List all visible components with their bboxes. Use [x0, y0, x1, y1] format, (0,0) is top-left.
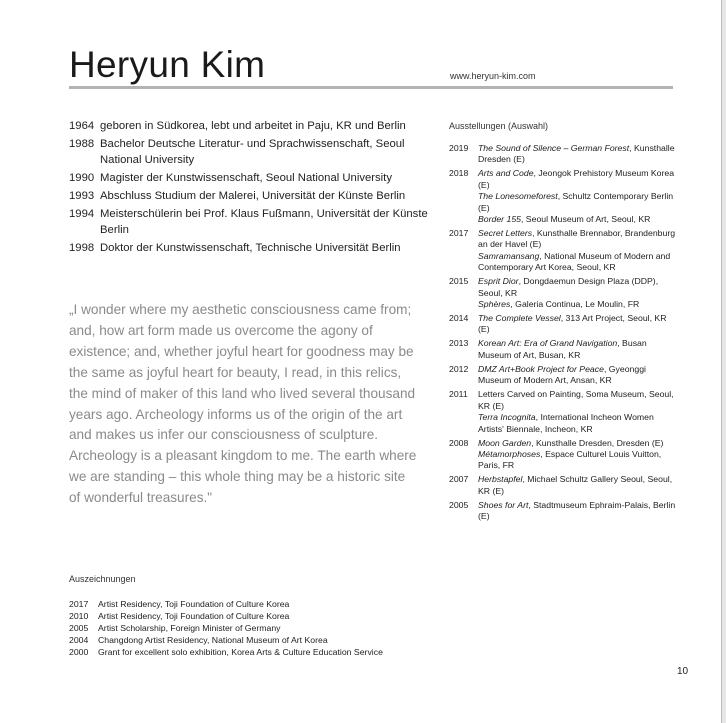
biography-text: Abschluss Studium der Malerei, Universität der Künste Berlin — [100, 189, 406, 202]
exhibition-venue: , Jeongok Prehistory Museum Korea (E) — [478, 168, 675, 190]
award-text: Artist Scholarship, Foreign Minister of Germany — [98, 623, 281, 634]
exhibition-entries — [478, 143, 679, 166]
exhibition-venue: , Espace Culturel Louis Vuitton, Paris, FR — [478, 448, 662, 471]
exhibition-year-group — [449, 389, 679, 435]
award-row — [69, 610, 469, 622]
biography-text: geboren in Südkorea, lebt und arbeitet in Paju, KR und Berlin — [100, 120, 406, 132]
exhibition-year: 2007 — [449, 474, 469, 485]
exhibition-entry — [478, 449, 679, 472]
exhibition-title: Terra Incognita — [478, 412, 536, 423]
exhibition-year-group — [449, 338, 679, 361]
exhibition-entries — [478, 364, 679, 387]
biography-list — [69, 118, 429, 258]
exhibition-year-group — [449, 228, 679, 274]
exhibition-year: 2011 — [449, 389, 468, 400]
award-year: 2005 — [69, 623, 89, 634]
exhibition-venue: , 313 Art Project, Seoul, KR (E) — [478, 313, 667, 335]
page-number: 10 — [677, 666, 689, 677]
biography-year: 1993 — [69, 189, 95, 202]
exhibition-year: 2019 — [449, 143, 469, 153]
exhibition-year: 2014 — [449, 313, 469, 324]
award-year: 2010 — [69, 611, 89, 622]
exhibition-entries — [478, 168, 679, 225]
exhibition-entry — [478, 474, 679, 497]
page-title: Heryun Kim — [69, 44, 266, 85]
exhibition-title: The Lonesomeforest — [478, 191, 558, 202]
exhibition-entries — [478, 500, 679, 523]
exhibition-year: 2005 — [449, 499, 469, 510]
exhibition-venue: , Gyeonggi Museum of Modern Art, Ansan, KR — [478, 363, 646, 386]
exhibition-entry — [478, 438, 679, 449]
exhibition-entry — [478, 168, 679, 191]
exhibition-year-group — [449, 438, 679, 472]
exhibition-venue: , Kunsthalle Dresden (E) — [478, 143, 675, 165]
exhibition-venue: , Kunsthalle Brennabor, Brandenburg an der Havel (E) — [478, 228, 676, 250]
award-text: Changdong Artist Residency, National Museum of Art Korea — [98, 635, 328, 646]
exhibition-entry — [478, 500, 679, 523]
exhibition-title: DMZ Art+Book Project for Peace — [478, 363, 604, 374]
biography-row — [69, 136, 429, 169]
exhibition-year: 2018 — [449, 168, 469, 179]
exhibition-venue: , International Incheon Women Artists' Biennale, Incheon, KR — [478, 412, 654, 434]
exhibition-title: Secret Letters — [478, 228, 533, 239]
exhibition-venue: , Kunsthalle Dresden, Dresden (E) — [531, 437, 664, 448]
exhibition-entries — [478, 276, 679, 310]
exhibition-title: Moon Garden — [478, 437, 532, 448]
header-divider — [69, 86, 673, 89]
award-year: 2004 — [69, 635, 89, 646]
exhibition-entry — [478, 143, 679, 166]
exhibition-venue: , National Museum of Modern and Contemporary Art Korea, Seoul, KR — [478, 250, 671, 273]
exhibition-entry — [478, 389, 679, 412]
exhibition-entries — [478, 438, 679, 472]
exhibition-title: Samramansang — [478, 250, 540, 261]
exhibition-title: Sphères — [478, 299, 511, 310]
biography-row — [69, 118, 429, 135]
exhibition-entry — [478, 228, 679, 251]
exhibition-venue: , Galeria Continua, Le Moulin, FR — [510, 299, 640, 310]
awards-list — [69, 598, 469, 658]
awards-heading: Auszeichnungen — [69, 574, 136, 584]
exhibition-title: Esprit Dior — [478, 276, 519, 287]
exhibition-title: Shoes for Art — [478, 499, 529, 510]
exhibition-venue: , Schultz Contemporary Berlin (E) — [478, 191, 674, 213]
exhibition-title: The Sound of Silence – German Forest — [478, 143, 630, 153]
award-row — [69, 646, 469, 658]
award-text: Artist Residency, Toji Foundation of Culture Korea — [98, 599, 290, 609]
exhibition-venue: , Michael Schultz Gallery Seoul, Seoul, KR (E) — [478, 474, 673, 496]
exhibition-year-group — [449, 364, 679, 387]
exhibition-entry — [478, 364, 679, 387]
exhibition-title: The Complete Vessel — [478, 313, 561, 324]
biography-year: 1998 — [69, 242, 95, 255]
exhibitions-heading: Ausstellungen (Auswahl) — [449, 121, 549, 131]
biography-text: Magister der Kunstwissenschaft, Seoul National University — [100, 172, 392, 185]
award-row — [69, 622, 469, 634]
website-link[interactable]: www.heryun-kim.com — [450, 71, 536, 81]
exhibition-year: 2017 — [449, 228, 469, 239]
exhibition-venue: Letters Carved on Painting, Soma Museum, Seoul, KR (E) — [478, 389, 674, 411]
exhibition-year-group — [449, 474, 679, 497]
exhibition-year: 2008 — [449, 437, 469, 448]
exhibition-title: Herbstapfel — [478, 474, 523, 485]
exhibition-entry — [478, 251, 679, 274]
biography-row — [69, 170, 429, 187]
exhibition-venue: , Busan Museum of Art, Busan, KR — [478, 338, 647, 360]
exhibition-venue: , Seoul Museum of Art, Seoul, KR — [520, 214, 651, 225]
exhibition-entry — [478, 276, 679, 299]
biography-year: 1990 — [69, 172, 95, 185]
exhibition-venue: , Dongdaemun Design Plaza (DDP), Seoul, KR — [478, 276, 659, 298]
exhibition-entry — [478, 299, 679, 310]
exhibition-year-group — [449, 276, 679, 310]
biography-year: 1994 — [69, 207, 95, 220]
award-year: 2000 — [69, 647, 89, 658]
page-edge — [722, 0, 726, 723]
exhibition-year-group — [449, 143, 679, 166]
biography-text: Meisterschülerin bei Prof. Klaus Fußmann, Universität der Künste Berlin — [100, 207, 428, 237]
exhibition-entry — [478, 412, 679, 435]
exhibition-year-group — [449, 168, 679, 225]
exhibition-title: Border 155 — [478, 214, 521, 225]
exhibition-venue: , Stadtmuseum Ephraim-Palais, Berlin (E) — [478, 499, 676, 522]
exhibition-entries — [478, 338, 679, 361]
exhibition-year: 2013 — [449, 338, 469, 349]
award-row — [69, 598, 469, 610]
exhibition-entries — [478, 389, 679, 435]
exhibition-entries — [478, 313, 679, 336]
exhibition-entries — [478, 474, 679, 497]
biography-row — [69, 206, 429, 239]
award-text: Artist Residency, Toji Foundation of Culture Korea — [98, 611, 290, 622]
exhibition-title: Arts and Code — [478, 168, 534, 179]
exhibition-title: Métamorphoses — [478, 448, 541, 459]
award-year: 2017 — [69, 599, 89, 609]
exhibition-year: 2015 — [449, 276, 469, 287]
biography-text: Bachelor Deutsche Literatur- und Sprachwissenschaft, Seoul National University — [100, 137, 405, 167]
biography-year: 1964 — [69, 120, 95, 132]
exhibition-entry — [478, 191, 679, 214]
biography-row — [69, 188, 429, 205]
award-text: Grant for excellent solo exhibition, Korea Arts & Culture Education Service — [98, 647, 383, 658]
exhibition-year: 2012 — [449, 363, 469, 374]
artist-quote: „I wonder where my aesthetic consciousness came from; and, how art form made us overcome the agony of existence; and, whether joyful heart for goodness may be the same as joyful heart for beauty, I read, in this relics, the mind of maker of this land who lived several thousand years ago. Archeology informs us of the origin of the art and makes us infer our consciousness of sculpture. Archeology is a pleasant kingdom to me. The earth where we are standing – this whole thing may be a historic site of wonderful treasures." — [69, 302, 417, 506]
biography-text: Doktor der Kunstwissenschaft, Technische Universität Berlin — [100, 242, 401, 255]
biography-row — [69, 240, 429, 257]
exhibition-entries — [478, 228, 679, 274]
exhibition-entry — [478, 338, 679, 361]
exhibition-year-group — [449, 500, 679, 523]
exhibition-entry — [478, 313, 679, 336]
exhibition-year-group — [449, 313, 679, 336]
award-row — [69, 634, 469, 646]
exhibitions-list — [449, 143, 679, 525]
exhibition-entry — [478, 214, 679, 225]
biography-year: 1988 — [69, 137, 95, 150]
exhibition-title: Korean Art: Era of Grand Navigation — [478, 338, 618, 349]
